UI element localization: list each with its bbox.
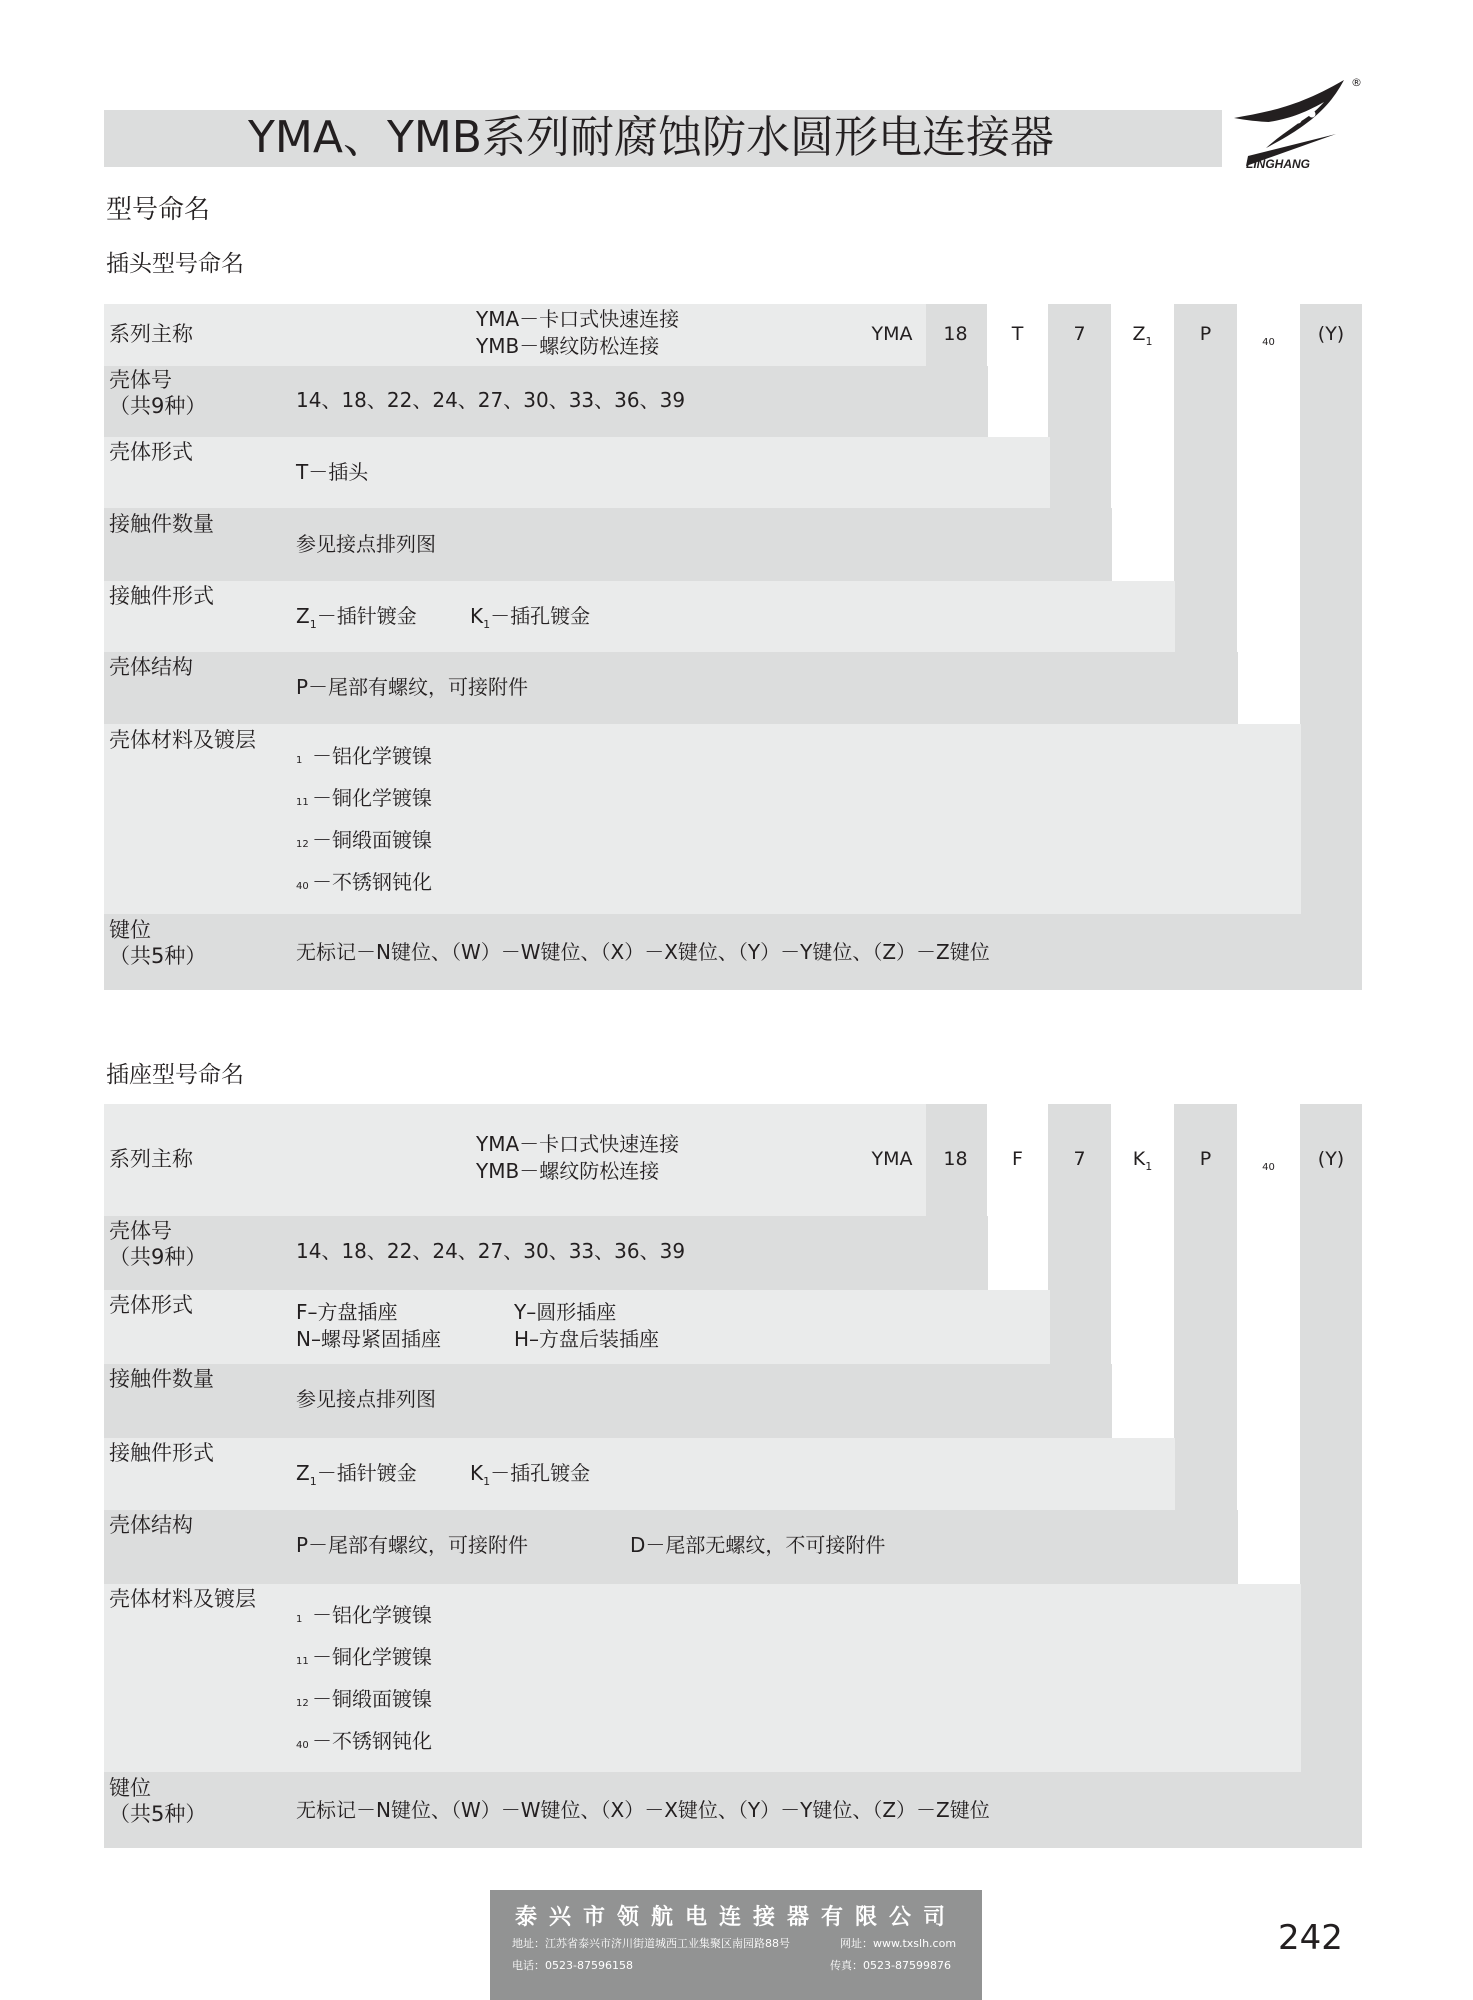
- key-values: 无标记－N键位、（W）－W键位、（X）－X键位、（Y）－Y键位、（Z）－Z键位: [296, 940, 990, 964]
- label-material: 壳体材料及镀层: [109, 1587, 256, 1611]
- code-shell-form: F: [1012, 1148, 1023, 1170]
- code-shell-size: 18: [943, 1148, 968, 1170]
- section-title: 型号命名: [106, 195, 211, 225]
- material-num: 1: [296, 1614, 303, 1625]
- material-text: －不锈钢钝化: [312, 870, 432, 894]
- shell-structure-d: D－尾部无螺纹，不可接附件: [630, 1533, 886, 1557]
- shell-size-values: 14、18、22、24、27、30、33、36、39: [296, 388, 686, 412]
- footer-phone: 电话：0523-87596158: [512, 1959, 633, 1972]
- material-num: 11: [296, 1656, 309, 1667]
- contact-form-k: [470, 1460, 590, 1495]
- band-col-key: [1300, 304, 1362, 988]
- code-key: (Y): [1317, 323, 1345, 345]
- company-logo: [1226, 72, 1366, 170]
- label-contact-form: 接触件形式: [109, 584, 214, 608]
- code-plating: 40: [1262, 1162, 1275, 1173]
- code-series: YMA: [871, 1148, 913, 1170]
- label-shell-size: 壳体号: [109, 368, 172, 392]
- code-shell-structure: P: [1199, 323, 1212, 345]
- material-text: －铜缎面镀镍: [312, 1687, 432, 1711]
- material-item: [296, 869, 432, 900]
- code-contact-count: 7: [1073, 323, 1086, 345]
- plug-table-title: 插头型号命名: [106, 251, 244, 277]
- material-item: [296, 1728, 432, 1759]
- row-contact-form: [104, 1438, 1175, 1510]
- material-num: 12: [296, 839, 309, 850]
- material-num: 12: [296, 1698, 309, 1709]
- code-key: (Y): [1317, 1148, 1345, 1170]
- label-contact-count: 接触件数量: [109, 1367, 214, 1391]
- receptacle-table-title: 插座型号命名: [106, 1062, 244, 1088]
- code-shell-size: 18: [943, 323, 968, 345]
- material-item: [296, 827, 432, 858]
- label-series: 系列主称: [109, 322, 193, 346]
- material-item: [296, 743, 432, 774]
- row-material: [104, 724, 1301, 914]
- z-text: －插针镀金: [316, 1461, 417, 1485]
- z-text: －插针镀金: [316, 604, 417, 628]
- label-key: 键位: [109, 1776, 151, 1800]
- material-text: －铜化学镀镍: [312, 786, 432, 810]
- page-number: 242: [1278, 1918, 1343, 1958]
- footer-address: 地址：江苏省泰兴市济川街道城西工业集聚区南园路88号: [512, 1937, 790, 1950]
- shell-size-values: 14、18、22、24、27、30、33、36、39: [296, 1239, 686, 1263]
- logo-text: LINGHANG: [1246, 157, 1310, 170]
- material-item: [296, 1686, 432, 1717]
- shell-form-n: N–螺母紧固插座: [296, 1327, 441, 1351]
- key-values: 无标记－N键位、（W）－W键位、（X）－X键位、（Y）－Y键位、（Z）－Z键位: [296, 1798, 990, 1822]
- shell-form-h: H–方盘后装插座: [514, 1327, 660, 1351]
- material-item: [296, 1644, 432, 1675]
- label-shell-size-count: （共9种）: [109, 1245, 207, 1269]
- band-col-key: [1300, 1104, 1362, 1772]
- shell-structure-value: P－尾部有螺纹，可接附件: [296, 675, 529, 699]
- material-num: 40: [296, 881, 309, 892]
- label-shell-structure: 壳体结构: [109, 1513, 193, 1537]
- material-num: 40: [296, 1740, 309, 1751]
- code-contact-form: [1111, 1146, 1174, 1180]
- label-material: 壳体材料及镀层: [109, 728, 256, 752]
- k-main: K: [470, 604, 484, 628]
- code-plating: 40: [1262, 337, 1275, 348]
- shell-form-y: Y–圆形插座: [514, 1300, 617, 1324]
- contact-form-k: [470, 603, 590, 638]
- label-series: 系列主称: [109, 1147, 193, 1171]
- label-shell-size: 壳体号: [109, 1219, 172, 1243]
- material-text: －铜化学镀镍: [312, 1645, 432, 1669]
- k-sub: 1: [483, 618, 491, 631]
- row-material: [104, 1584, 1301, 1772]
- code-contact-form: [1111, 321, 1174, 355]
- row-contact-form: [104, 581, 1175, 652]
- k-main: K: [470, 1461, 484, 1485]
- material-text: －不锈钢钝化: [312, 1729, 432, 1753]
- label-key: 键位: [109, 918, 151, 942]
- code-contact-form-main: K: [1132, 1148, 1146, 1170]
- label-shell-structure: 壳体结构: [109, 655, 193, 679]
- k-sub: 1: [483, 1475, 491, 1488]
- footer-website: 网址：www.txslh.com: [840, 1937, 957, 1950]
- material-num: 1: [296, 755, 303, 766]
- series-yma: YMA－卡口式快速连接: [476, 307, 680, 331]
- shell-structure-p: P－尾部有螺纹，可接附件: [296, 1533, 529, 1557]
- code-contact-form-sub: 1: [1145, 1159, 1153, 1173]
- contact-form-z: [296, 1460, 417, 1495]
- material-text: －铝化学镀镍: [312, 1603, 432, 1627]
- code-contact-form-main: Z: [1132, 323, 1146, 345]
- label-contact-form: 接触件形式: [109, 1441, 214, 1465]
- row-contact-count: [104, 508, 1112, 581]
- code-contact-form-sub: 1: [1145, 334, 1153, 348]
- contact-count-value: 参见接点排列图: [296, 1387, 436, 1411]
- material-text: －铝化学镀镍: [312, 744, 432, 768]
- label-shell-form: 壳体形式: [109, 440, 193, 464]
- label-contact-count: 接触件数量: [109, 512, 214, 536]
- z-main: Z: [296, 604, 310, 628]
- material-num: 11: [296, 797, 309, 808]
- label-shell-form: 壳体形式: [109, 1293, 193, 1317]
- k-text: －插孔镀金: [490, 1461, 591, 1485]
- material-text: －铜缎面镀镍: [312, 828, 432, 852]
- z-sub: 1: [309, 618, 317, 631]
- footer-fax: 传真：0523-87599876: [830, 1959, 951, 1972]
- code-shell-form: T: [1011, 323, 1024, 345]
- company-name: 泰兴市领航电连接器有限公司: [514, 1904, 957, 1930]
- row-shell-structure: [104, 652, 1238, 724]
- series-yma: YMA－卡口式快速连接: [476, 1132, 680, 1156]
- series-ymb: YMB－螺纹防松连接: [476, 1159, 660, 1183]
- label-shell-size-count: （共9种）: [109, 394, 207, 418]
- k-text: －插孔镀金: [490, 604, 591, 628]
- z-sub: 1: [309, 1475, 317, 1488]
- shell-form-value: T－插头: [296, 460, 369, 484]
- shell-form-f: F–方盘插座: [296, 1300, 398, 1324]
- contact-count-value: 参见接点排列图: [296, 532, 436, 556]
- code-series: YMA: [871, 323, 913, 345]
- material-item: [296, 1602, 432, 1633]
- series-ymb: YMB－螺纹防松连接: [476, 334, 660, 358]
- label-key-count: （共5种）: [109, 1802, 207, 1826]
- z-main: Z: [296, 1461, 310, 1485]
- code-contact-count: 7: [1073, 1148, 1086, 1170]
- label-key-count: （共5种）: [109, 944, 207, 968]
- contact-form-z: [296, 603, 417, 638]
- page-title: YMA、YMB系列耐腐蚀防水圆形电连接器: [248, 112, 1054, 163]
- code-shell-structure: P: [1199, 1148, 1212, 1170]
- row-contact-count: [104, 1364, 1112, 1438]
- linghang-logo-icon: [1226, 72, 1366, 170]
- registered-mark: ®: [1351, 76, 1362, 89]
- material-item: [296, 785, 432, 816]
- row-shell-form: [104, 437, 1050, 508]
